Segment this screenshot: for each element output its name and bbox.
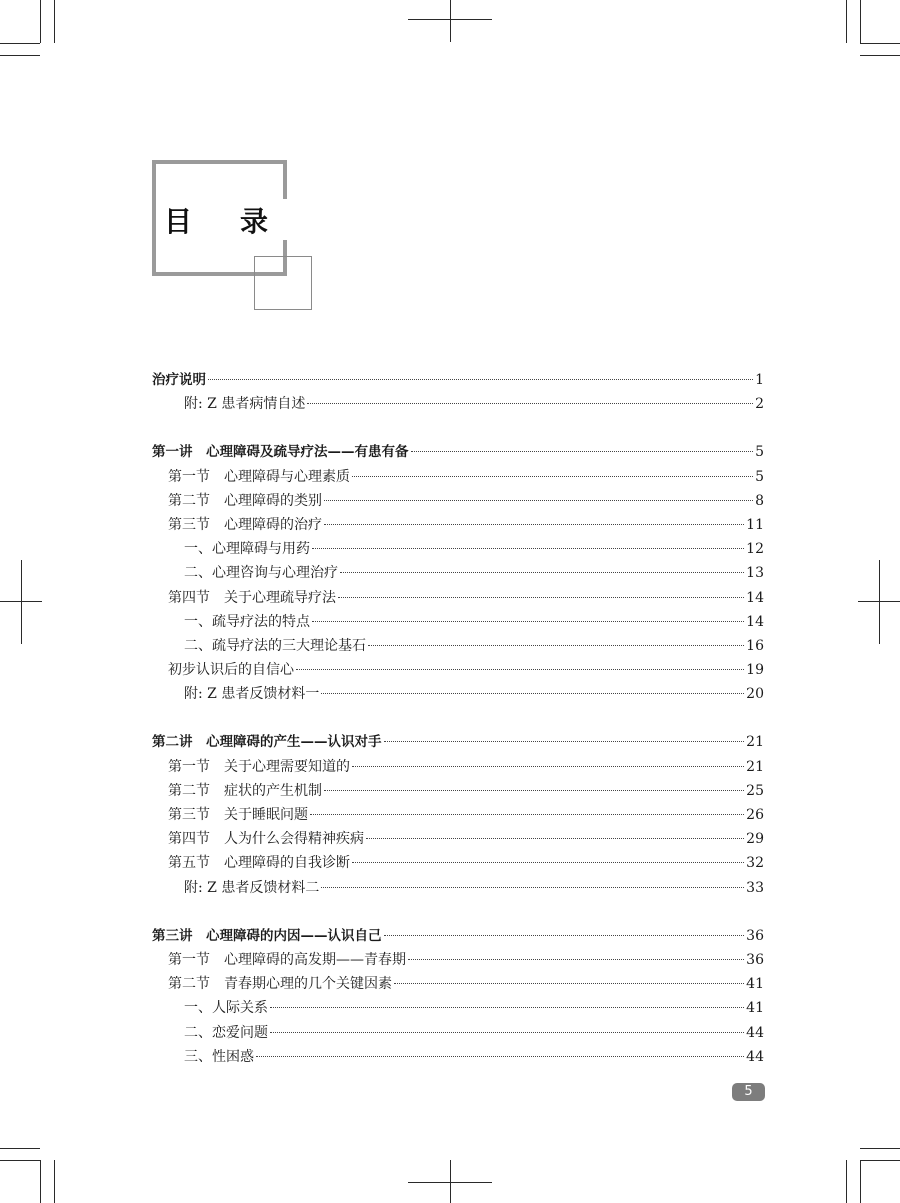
title-decorative-box (254, 256, 312, 310)
toc-entry[interactable] (152, 513, 764, 537)
toc-entry[interactable] (152, 586, 764, 610)
toc-entry-label: 附: Z 患者反馈材料二 (184, 879, 320, 896)
page-title (164, 200, 268, 240)
toc-entry[interactable] (152, 537, 764, 561)
title-char-1: 目 (164, 205, 193, 238)
toc-entry-page: 36 (746, 951, 764, 968)
toc-entry[interactable] (152, 851, 764, 875)
toc-entry-page: 19 (746, 662, 764, 679)
crop-mark-bottom-right (860, 1160, 900, 1161)
toc-entry-page: 20 (746, 686, 764, 703)
toc-entry-page: 25 (746, 782, 764, 799)
toc-entry-page: 2 (755, 396, 764, 413)
toc-entry[interactable] (152, 634, 764, 658)
toc-entry[interactable] (152, 682, 764, 706)
toc-entry[interactable] (152, 924, 764, 948)
toc-entry-page: 8 (755, 492, 764, 509)
dot-leader (321, 693, 744, 694)
toc-entry-label: 第二节 青春期心理的几个关键因素 (168, 976, 392, 993)
dot-leader (324, 524, 744, 525)
toc-entry[interactable] (152, 996, 764, 1020)
toc-entry-page: 26 (746, 807, 764, 823)
toc-entry[interactable] (152, 803, 764, 827)
toc-entry-label: 第一节 关于心理需要知道的 (168, 758, 350, 775)
dot-leader (296, 669, 744, 670)
dot-leader (324, 790, 744, 791)
crop-mark-bottom-right (860, 1148, 900, 1149)
toc-entry[interactable] (152, 948, 764, 972)
toc-entry-label: 第四节 关于心理疏导疗法 (168, 589, 336, 606)
toc-entry[interactable] (152, 876, 764, 900)
toc-entry-label: 第二讲 心理障碍的产生——认识对手 (152, 734, 382, 751)
toc-entry-page: 44 (746, 1024, 764, 1041)
toc-entry-label: 二、心理咨询与心理治疗 (184, 565, 338, 582)
crop-mark-bottom-left (0, 1148, 40, 1149)
dot-leader (384, 935, 745, 936)
toc-entry-label: 治疗说明 (152, 372, 206, 388)
dot-leader (411, 451, 754, 452)
toc-entry-label: 第一讲 心理障碍及疏导疗法——有患有备 (152, 444, 409, 461)
dot-leader (324, 500, 753, 501)
toc-entry[interactable] (152, 489, 764, 513)
dot-leader (270, 1032, 744, 1033)
toc-entry-label: 第三节 心理障碍的治疗 (168, 516, 322, 533)
toc-entry-label: 第四节 人为什么会得精神疾病 (168, 831, 364, 848)
registration-mark-top (450, 0, 451, 42)
dot-leader (366, 838, 744, 839)
toc-entry-page: 12 (746, 541, 764, 558)
dot-leader (208, 379, 753, 380)
toc-entry[interactable] (152, 1021, 764, 1045)
crop-mark-bottom-left (40, 1160, 41, 1203)
dot-leader (340, 572, 744, 573)
toc-entry-page: 21 (746, 734, 764, 751)
dot-leader (394, 983, 744, 984)
dot-leader (321, 887, 744, 888)
toc-entry-label: 第五节 心理障碍的自我诊断 (168, 855, 350, 872)
dot-leader (352, 862, 744, 863)
toc-entry[interactable] (152, 392, 764, 416)
title-char-2: 录 (240, 205, 269, 238)
dot-leader (307, 403, 753, 404)
toc-entry-page: 5 (755, 444, 764, 461)
toc-section (152, 730, 764, 899)
toc-entry[interactable] (152, 1045, 764, 1069)
toc-entry[interactable] (152, 827, 764, 851)
toc-entry-label: 初步认识后的自信心 (168, 662, 294, 679)
crop-mark-bottom-right (860, 1160, 861, 1203)
toc-entry-label: 三、性困惑 (184, 1048, 254, 1065)
crop-mark-bottom-right (846, 1160, 847, 1203)
toc-section (152, 440, 764, 706)
toc-entry[interactable] (152, 465, 764, 489)
toc-entry-page: 21 (746, 758, 764, 775)
toc-entry-label: 一、人际关系 (184, 1000, 268, 1017)
table-of-contents (152, 368, 764, 1093)
toc-entry-page: 41 (746, 1000, 764, 1017)
toc-entry[interactable] (152, 561, 764, 585)
dot-leader (310, 814, 744, 815)
toc-entry-page: 14 (746, 589, 764, 606)
toc-entry[interactable] (152, 610, 764, 634)
toc-entry-page: 13 (746, 565, 764, 582)
crop-mark-bottom-left (54, 1160, 55, 1203)
registration-mark-right (879, 560, 880, 644)
toc-entry-label: 第二节 症状的产生机制 (168, 782, 322, 799)
toc-entry[interactable] (152, 440, 764, 464)
toc-entry-label: 第三讲 心理障碍的内因——认识自己 (152, 927, 382, 944)
toc-entry-label: 第二节 心理障碍的类别 (168, 492, 322, 509)
toc-entry-label: 二、疏导疗法的三大理论基石 (184, 637, 366, 654)
toc-entry[interactable] (152, 779, 764, 803)
toc-entry-page: 5 (755, 468, 764, 485)
toc-entry-label: 附: Z 患者病情自述 (184, 396, 306, 413)
dot-leader (352, 766, 744, 767)
crop-mark-top-right (860, 0, 861, 43)
toc-entry-label: 附: Z 患者反馈材料一 (184, 686, 320, 703)
toc-entry[interactable] (152, 368, 764, 392)
dot-leader (338, 597, 744, 598)
crop-mark-top-right (846, 0, 847, 43)
toc-entry-label: 第一节 心理障碍与心理素质 (168, 468, 350, 485)
registration-mark-left (21, 560, 22, 644)
toc-entry-page: 1 (755, 372, 764, 388)
crop-mark-top-left (0, 43, 40, 44)
dot-leader (270, 1007, 744, 1008)
toc-entry[interactable] (152, 755, 764, 779)
toc-entry-label: 一、心理障碍与用药 (184, 541, 310, 558)
toc-entry-page: 33 (746, 879, 764, 896)
toc-section (152, 924, 764, 1069)
dot-leader (384, 741, 745, 742)
crop-mark-bottom-left (0, 1160, 40, 1161)
toc-entry[interactable] (152, 972, 764, 996)
page-number-badge: 5 (732, 1083, 765, 1101)
toc-entry-label: 二、恋爱问题 (184, 1024, 268, 1041)
toc-entry-page: 41 (746, 976, 764, 993)
toc-entry-page: 16 (746, 637, 764, 654)
toc-entry[interactable] (152, 658, 764, 682)
toc-entry[interactable] (152, 730, 764, 754)
toc-entry-page: 14 (746, 613, 764, 630)
dot-leader (312, 621, 744, 622)
toc-entry-label: 一、疏导疗法的特点 (184, 613, 310, 630)
crop-mark-top-left (40, 0, 41, 43)
toc-entry-label: 第三节 关于睡眠问题 (168, 807, 308, 823)
toc-entry-label: 第一节 心理障碍的高发期——青春期 (168, 951, 406, 968)
dot-leader (408, 959, 744, 960)
crop-mark-top-right (860, 43, 900, 44)
crop-mark-top-right (860, 55, 900, 56)
toc-section (152, 368, 764, 416)
crop-mark-top-left (54, 0, 55, 43)
dot-leader (256, 1056, 744, 1057)
registration-mark-bottom (450, 1160, 451, 1203)
crop-mark-top-left (0, 55, 40, 56)
dot-leader (312, 548, 744, 549)
dot-leader (368, 645, 744, 646)
toc-entry-page: 36 (746, 927, 764, 944)
toc-entry-page: 44 (746, 1048, 764, 1065)
toc-entry-page: 11 (746, 516, 764, 533)
dot-leader (352, 476, 753, 477)
toc-entry-page: 32 (746, 855, 764, 872)
toc-entry-page: 29 (746, 831, 764, 848)
